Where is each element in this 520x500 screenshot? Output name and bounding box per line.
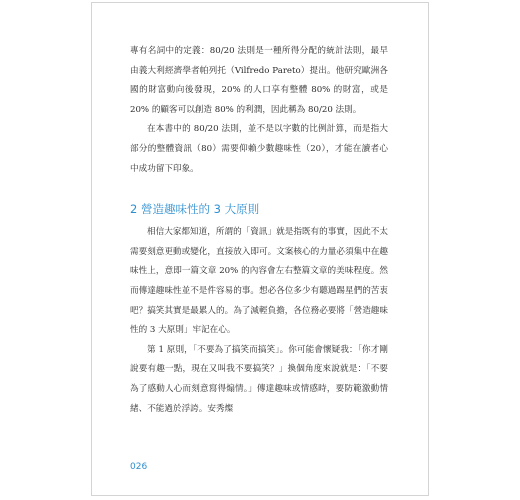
paragraph-information: 相信大家都知道，所謂的「資訊」就是指既有的事實，因此不太需要刻意更動或變化，直接放入即可。文案核心的力量必須集中在趣味性上，意即一篇文章 20% 的內容會左右整篇文章的美味程度。然而傳達趣味性並不是件容易的事。想必各位多少有聽過踢星們的苦衷吧？搞笑其實是最累人的。為了減輕負擔，各位務必要將「營造趣味性的 3 大原則」牢記在心。 <box>130 227 388 336</box>
body-text <box>130 42 388 419</box>
paragraph-first-principle: 第 1 原則，「不要為了搞笑而搞笑」。你可能會懷疑我：「你才剛說要有趣一點，現在又叫我不要搞笑？」換個角度來說就是：「不要為了感動人心而刻意寫得煽情。」傳達趣味或情感時，要防範激動情緒、不能過於浮誇。安秀燦 <box>130 344 388 414</box>
page-number: 026 <box>130 462 148 472</box>
paragraph-book-rule: 在本書中的 80/20 法則，並不是以字數的比例計算，而是指大部分的整體資訊（80）需要仰賴少數趣味性（20），才能在讀者心中成功留下印象。 <box>130 124 388 174</box>
paragraph-definition: 專有名詞中的定義：80/20 法則是一種所得分配的統計法則，最早由義大利經濟學者帕列托（Vilfredo Pareto）提出。他研究歐洲各國的財富動向後發現，20% 的人口享有整體 80% 的財富，或是 20% 的顧客可以創造 80% 的利潤，因此稱為 80/20 法則。 <box>130 46 388 115</box>
section-heading: 2 營造趣味性的 3 大原則 <box>130 202 260 217</box>
